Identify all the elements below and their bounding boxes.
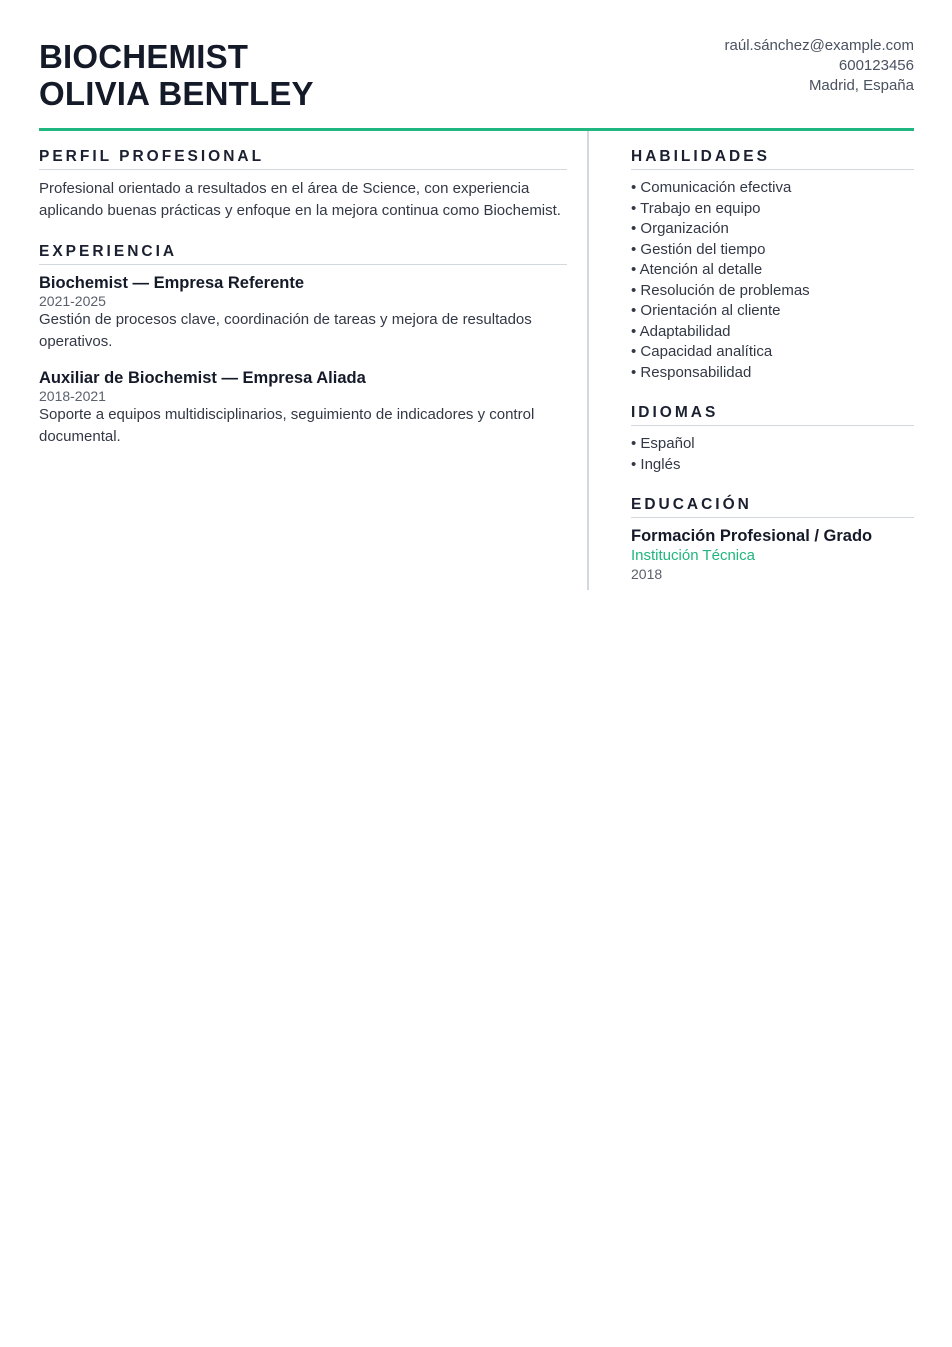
job-entry-title: Auxiliar de Biochemist — Empresa Aliada (39, 369, 366, 387)
resume-body (39, 131, 914, 590)
skills-heading: HABILIDADES (631, 148, 914, 170)
name-block (39, 38, 314, 112)
skill-item: • Trabajo en equipo (631, 199, 914, 220)
person-name-heading: OLIVIA BENTLEY (39, 75, 314, 112)
right-column (589, 131, 914, 590)
skill-item: • Comunicación efectiva (631, 178, 914, 199)
education-heading: EDUCACIÓN (631, 496, 914, 518)
job-entry-description: Soporte a equipos multidisciplinarios, seguimiento de indicadores y control documental. (39, 406, 535, 445)
contact-phone[interactable]: 600123456 (838, 57, 914, 74)
education-institution: Institución Técnica (631, 547, 755, 564)
language-item: • Español (631, 434, 914, 455)
job-entry-dates: 2021-2025 (39, 293, 106, 309)
skill-item: • Resolución de problemas (631, 281, 914, 302)
job-entry (39, 273, 567, 353)
contact-info (725, 36, 914, 96)
education-year: 2018 (631, 566, 663, 582)
languages-list (631, 434, 914, 475)
experience-heading: EXPERIENCIA (39, 243, 567, 265)
skill-item: • Organización (631, 219, 914, 240)
skill-item: • Capacidad analítica (631, 342, 914, 363)
language-item: • Inglés (631, 455, 914, 476)
languages-heading: IDIOMAS (631, 404, 914, 426)
resume-header (39, 0, 914, 131)
skill-item: • Gestión del tiempo (631, 240, 914, 261)
education-degree: Formación Profesional / Grado (631, 527, 873, 545)
profile-heading: PERFIL PROFESIONAL (39, 148, 567, 170)
skill-item: • Adaptabilidad (631, 322, 914, 343)
contact-email[interactable]: raúl.sánchez@example.com (724, 37, 914, 54)
profile-text: Profesional orientado a resultados en el área de Science, con experiencia aplicando buenas prácticas y enfoque en la mejora continua como Biochemist. (39, 180, 561, 219)
job-entry-dates: 2018-2021 (39, 388, 106, 404)
contact-location: Madrid, España (808, 77, 914, 94)
job-entry-title: Biochemist — Empresa Referente (39, 274, 305, 292)
education-entry (631, 526, 914, 584)
skills-list (631, 178, 914, 383)
skill-item: • Atención al detalle (631, 260, 914, 281)
skill-item: • Responsabilidad (631, 363, 914, 384)
job-entry (39, 368, 567, 448)
job-title-heading: BIOCHEMIST (39, 38, 249, 75)
skill-item: • Orientación al cliente (631, 301, 914, 322)
job-entry-description: Gestión de procesos clave, coordinación de tareas y mejora de resultados operativos. (39, 311, 532, 350)
left-column (39, 131, 589, 590)
